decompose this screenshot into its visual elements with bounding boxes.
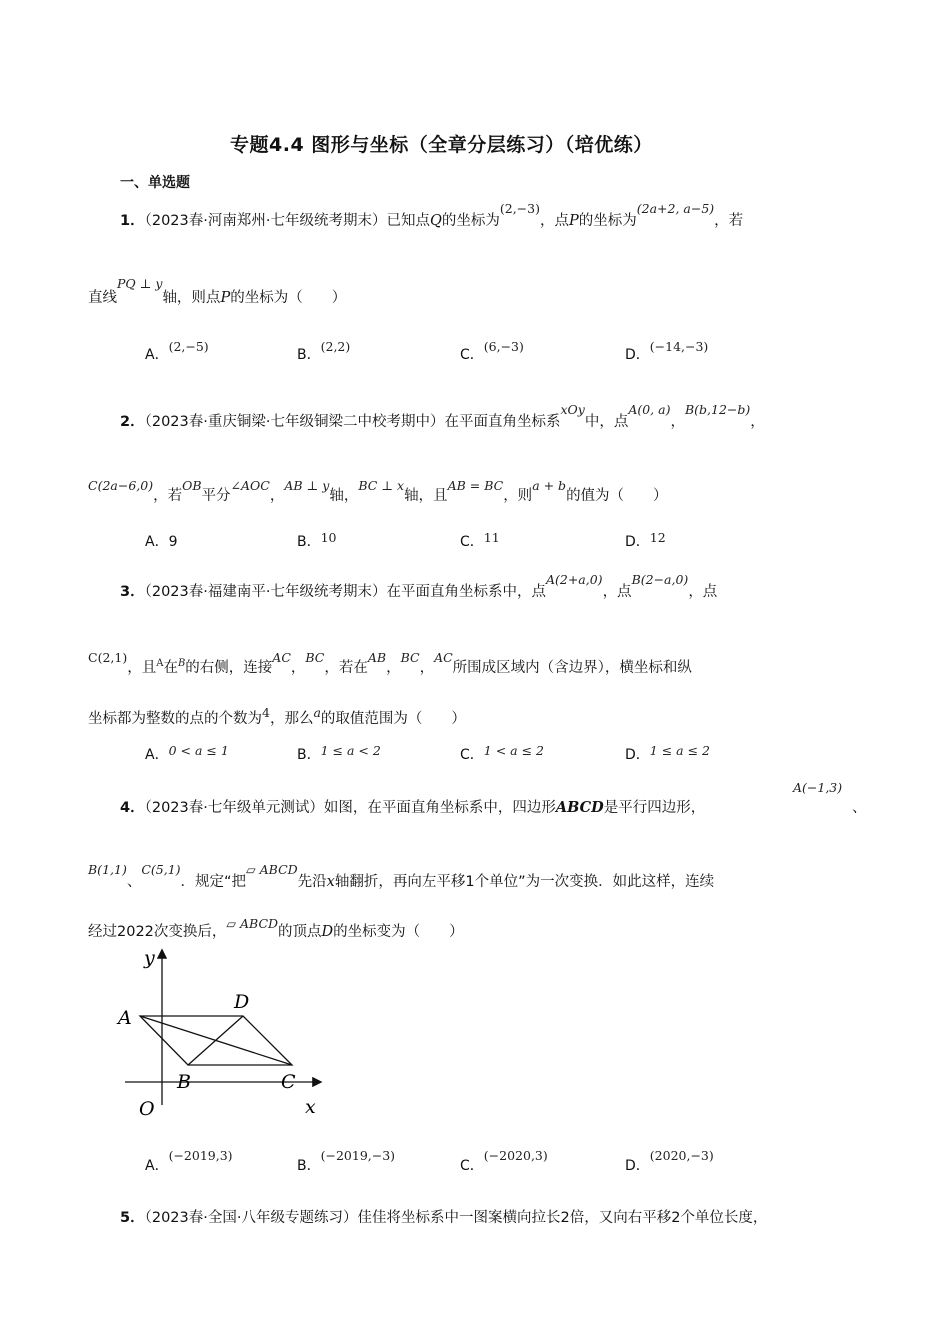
question-text: 、 (852, 800, 867, 816)
section-heading: 一、单选题 (120, 175, 190, 191)
question-source: （2023春·福建南平·七年级统考期末） (144, 584, 387, 600)
math-expr: A(−1,3) (793, 780, 843, 795)
question-text: ，点 (539, 213, 569, 229)
question-text: 在平面直角坐标系中，点 (386, 584, 546, 600)
option-label: D． (625, 534, 650, 550)
question-source: （2023春·全国·八年级专题练习） (144, 1210, 358, 1226)
question-text: ， (750, 414, 765, 430)
question-text: 经过 (88, 924, 117, 940)
math-expr: AC (434, 650, 453, 665)
question-2-line-1 (120, 402, 765, 431)
question-text: 直线 (88, 290, 117, 306)
question-number: 5． (120, 1210, 145, 1226)
math-var: P (220, 290, 231, 306)
question-text: 的坐标为 (441, 213, 500, 229)
question-text: ，则 (503, 488, 533, 504)
option-label: B． (297, 534, 321, 550)
question-source: （2023春·河南郑州·七年级统考期末） (144, 213, 387, 229)
question-text: 坐标都为整数的点的个数为 (88, 711, 262, 727)
option-value: 1 < a ≤ 2 (483, 743, 544, 758)
question-text: 平分 (201, 488, 231, 504)
question-text: 所围成区域内（含边界），横坐标和纵 (452, 660, 692, 676)
math-var: B (177, 658, 186, 669)
question-text: ， (419, 660, 435, 676)
question-text: 2 (560, 1210, 570, 1226)
option-value: 11 (483, 530, 500, 545)
math-expr: ∠AOC (230, 478, 270, 493)
question-5-line-1 (120, 1206, 767, 1227)
math-expr: 4 (262, 705, 270, 720)
question-text: 个单位”为一次变换．如此这样，连续 (474, 874, 715, 890)
question-text: ， (670, 414, 685, 430)
question-text: 轴，且 (404, 488, 448, 504)
math-expr: C(2a−6,0) (88, 478, 154, 493)
parallelogram-figure (110, 945, 330, 1120)
option-value: (2,−5) (168, 339, 209, 354)
q4-option-b[interactable] (297, 1148, 396, 1175)
math-expr: BC (305, 650, 325, 665)
label-a: A (118, 1007, 132, 1029)
math-var: Q (429, 213, 442, 229)
question-text: ， (269, 488, 285, 504)
math-expr: BC (400, 650, 420, 665)
question-text: ，且 (127, 660, 157, 676)
question-text: 2022 (117, 924, 154, 940)
math-expr: PQ ⊥ y (117, 276, 163, 291)
question-number: 3． (120, 584, 145, 600)
question-3-line-2 (88, 650, 692, 677)
question-text: 个单位长度， (680, 1210, 768, 1226)
question-3-line-1 (120, 572, 718, 601)
question-4-line-1 (120, 796, 705, 817)
question-source: （2023春·七年级单元测试） (144, 800, 324, 816)
math-expr: OB (182, 478, 202, 493)
question-number: 4． (120, 800, 145, 816)
math-expr: AB ⊥ y (284, 478, 330, 493)
option-value: (−2020,3) (483, 1148, 548, 1163)
math-expr: (2a+2, a−5) (636, 201, 715, 216)
label-x: x (305, 1096, 316, 1118)
option-label: A． (145, 347, 169, 363)
label-y: y (144, 947, 155, 969)
label-c: C (281, 1071, 296, 1093)
question-text: 、 (126, 874, 142, 890)
label-b: B (177, 1071, 191, 1093)
q2-option-d[interactable] (625, 531, 666, 551)
option-label: C． (460, 534, 484, 550)
math-expr: AB = BC (447, 478, 504, 493)
question-text: 轴翻折，再向左平移 (334, 874, 466, 890)
question-2-line-2 (88, 478, 668, 505)
question-1-line-1 (120, 201, 744, 230)
math-var: a (313, 705, 321, 720)
question-text: 次变换后， (153, 924, 227, 940)
question-text: 的值为（ ） (566, 488, 668, 504)
question-4-line-2 (88, 862, 715, 891)
option-value: 9 (168, 534, 178, 550)
question-text: ，点 (602, 584, 632, 600)
question-text: ， (290, 660, 306, 676)
math-expr: A(0, a) (628, 402, 671, 417)
option-label: B． (297, 347, 321, 363)
math-var: P (568, 213, 579, 229)
option-label: C． (460, 347, 484, 363)
math-expr: ▱ ABCD (246, 862, 298, 877)
question-text: 如图，在平面直角坐标系中，四边形 (323, 800, 556, 816)
question-3-line-3 (88, 707, 466, 728)
question-text: ， (386, 660, 401, 676)
q1-option-d[interactable] (625, 339, 709, 364)
question-text: ，那么 (269, 711, 314, 727)
math-expr: xOy (560, 402, 585, 417)
math-expr: a + b (532, 478, 567, 493)
math-var: x (326, 874, 335, 890)
question-text: 中，点 (584, 414, 629, 430)
option-label: A． (145, 1158, 169, 1174)
option-label: D． (625, 747, 650, 763)
q2-option-b[interactable] (297, 531, 337, 551)
question-text: 倍，又向右平移 (569, 1210, 672, 1226)
question-4-line-3 (88, 916, 464, 941)
option-value: (−2019,−3) (320, 1148, 396, 1163)
math-expr: A(2+a,0) (545, 572, 603, 587)
question-text: ．规定“把 (180, 874, 247, 890)
math-expr: B(b,12−b) (684, 402, 751, 417)
math-var: D (321, 924, 334, 940)
q4-option-c[interactable] (460, 1148, 548, 1175)
math-expr: (2,−3) (499, 201, 540, 216)
page-title: 专题4.4 图形与坐标（全章分层练习）（培优练） (230, 134, 653, 156)
question-number: 2． (120, 414, 145, 430)
question-text: 1 (465, 874, 475, 890)
option-value: (2,2) (320, 339, 351, 354)
q3-option-b[interactable] (297, 744, 381, 764)
option-value: (−14,−3) (649, 339, 709, 354)
question-text: 轴， (329, 488, 359, 504)
question-text: ，若 (153, 488, 183, 504)
label-o: O (139, 1098, 155, 1120)
math-var: A (156, 658, 164, 669)
question-text: 的右侧，连接 (185, 660, 273, 676)
question-text: 是平行四边形， (603, 800, 706, 816)
option-label: C． (460, 747, 484, 763)
option-label: B． (297, 1158, 321, 1174)
option-label: A． (145, 747, 169, 763)
math-expr: B(1,1) (88, 862, 127, 877)
question-text: 的坐标为 (578, 213, 637, 229)
question-text: 的顶点 (278, 924, 322, 940)
option-value: (2020,−3) (649, 1148, 714, 1163)
question-text: ，若在 (324, 660, 368, 676)
option-value: 0 < a ≤ 1 (168, 743, 229, 758)
question-text: 在 (163, 660, 178, 676)
question-text: 轴，则点 (162, 290, 221, 306)
option-value: 12 (649, 530, 666, 545)
question-text: 已知点 (386, 213, 430, 229)
q3-option-a[interactable] (145, 744, 229, 764)
math-expr: AB (367, 650, 387, 665)
option-label: C． (460, 1158, 484, 1174)
option-label: D． (625, 347, 650, 363)
math-expr: BC ⊥ x (358, 478, 405, 493)
question-text: 的坐标变为（ ） (333, 924, 464, 940)
label-d: D (234, 991, 250, 1013)
math-expr: AC (272, 650, 291, 665)
diagonal-bd (188, 1016, 243, 1065)
math-expr: ABCD (555, 799, 604, 816)
option-value: 1 ≤ a ≤ 2 (649, 743, 710, 758)
q1-option-c[interactable] (460, 339, 524, 364)
q3-option-c[interactable] (460, 744, 544, 764)
q4-option-d[interactable] (625, 1148, 714, 1175)
q2-option-c[interactable] (460, 531, 500, 551)
question-text: 在平面直角坐标系 (444, 414, 561, 430)
q1-option-a[interactable] (145, 339, 209, 364)
question-source: （2023春·重庆铜梁·七年级铜梁二中校考期中） (144, 414, 445, 430)
q2-option-a[interactable] (145, 531, 178, 551)
option-value: (6,−3) (483, 339, 524, 354)
option-value: 10 (320, 530, 337, 545)
option-label: B． (297, 747, 321, 763)
option-label: A． (145, 534, 169, 550)
q4-option-a[interactable] (145, 1148, 233, 1175)
question-text: 的坐标为（ ） (230, 290, 347, 306)
question-text: 佳佳将坐标系中一图案横向拉长 (357, 1210, 561, 1226)
math-expr: C(5,1) (141, 862, 181, 877)
question-number: 1． (120, 213, 145, 229)
math-expr: ▱ ABCD (226, 916, 279, 931)
question-text: ，点 (688, 584, 718, 600)
option-value: 1 ≤ a < 2 (320, 743, 381, 758)
math-expr: C(2,1) (88, 650, 128, 665)
q3-option-d[interactable] (625, 744, 710, 764)
q1-option-b[interactable] (297, 339, 351, 364)
question-text: ，若 (714, 213, 744, 229)
question-1-line-2 (88, 276, 347, 307)
option-value: (−2019,3) (168, 1148, 233, 1163)
option-label: D． (625, 1158, 650, 1174)
math-expr: B(2−a,0) (631, 572, 689, 587)
question-text: 的取值范围为（ ） (320, 711, 466, 727)
question-text: 2 (671, 1210, 681, 1226)
question-text: 先沿 (297, 874, 327, 890)
